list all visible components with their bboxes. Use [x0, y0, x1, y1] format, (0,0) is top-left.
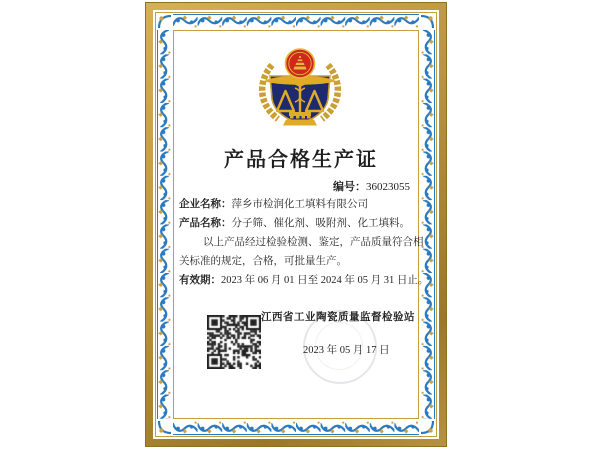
company-line — [179, 195, 417, 214]
validity-line — [179, 271, 429, 290]
certificate-body — [179, 195, 429, 290]
validity-value: 2023 年 06 月 01 日至 2024 年 05 月 31 日止。 — [221, 275, 429, 286]
product-line — [179, 214, 417, 233]
ornament-strip-top — [173, 14, 419, 30]
validity-label: 有效期： — [179, 275, 221, 286]
statement-line-2: 关标准的规定，合格，可批量生产。 — [179, 256, 347, 267]
ornament-strip-bottom — [173, 419, 419, 435]
qr-code — [207, 315, 261, 369]
ornament-corner-icon — [419, 419, 435, 435]
ornament-strip-right — [419, 30, 435, 419]
company-value: 萍乡市检润化工填料有限公司 — [231, 199, 368, 210]
serial-number-line — [333, 178, 410, 194]
company-label: 企业名称： — [179, 199, 232, 210]
certificate-title: 产品合格生产证 — [224, 149, 378, 171]
serial-number: 36023055 — [366, 181, 410, 193]
product-value: 分子筛、催化剂、吸附剂、化工填料。 — [231, 218, 410, 229]
product-label: 产品名称： — [179, 218, 232, 229]
statement-line-1: 以上产品经过检验检测、鉴定，产品质量符合相 — [203, 237, 424, 248]
issuer-name: 江西省工业陶瓷质量监督检验站 — [261, 312, 415, 323]
quality-supervision-badge-icon — [257, 48, 343, 128]
serial-label: 编号： — [333, 181, 366, 193]
certificate-content — [175, 32, 429, 417]
certificate — [145, 2, 447, 447]
issue-date: 2023 年 05 月 17 日 — [303, 345, 390, 356]
ornament-strip-left — [157, 30, 173, 419]
ornament-corner-icon — [419, 14, 435, 30]
ornament-corner-icon — [157, 419, 173, 435]
ornament-corner-icon — [157, 14, 173, 30]
